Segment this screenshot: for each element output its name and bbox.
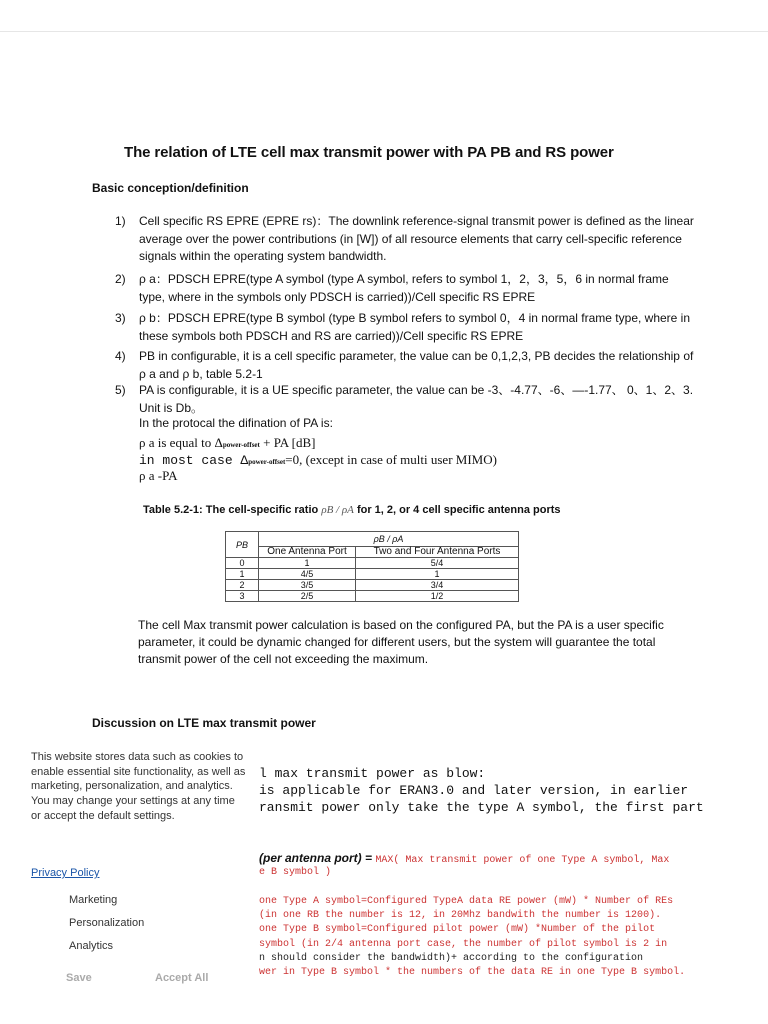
table-cell: 2/5 [259,591,356,602]
list-number: 2) [115,272,126,286]
table-row [226,569,519,580]
pa-equation-2-text: in most case Δ [139,453,249,468]
table-cell: 3/4 [356,580,519,591]
red-text-line: n should consider the bandwidth)+ according to the configuration [259,953,644,964]
save-button[interactable]: Save [66,972,92,984]
lower-text-line: ransmit power only take the type A symbol, the first part [259,800,704,815]
table-cell: 3 [226,591,259,602]
table-cell: 2 [226,580,259,591]
document-title: The relation of LTE cell max transmit power with PA PB and RS power [124,144,614,161]
table-group-header: ρB / ρA [259,532,519,547]
red-text-line: wer in Type B symbol * the numbers of the data RE in one Type B symbol. [259,967,686,978]
table-cell: 1 [259,558,356,569]
table-cell: 3/5 [259,580,356,591]
table-caption-ratio: ρB / ρA [321,504,354,516]
table-row [226,558,519,569]
formula-label: (per antenna port) = [259,851,376,865]
lower-text-line: is applicable for ERAN3.0 and later version, in earlier [259,783,689,798]
formula-line-2: e B symbol ) [259,867,332,878]
section-heading-discussion: Discussion on LTE max transmit power [92,716,316,730]
red-text-line: one Type B symbol=Configured pilot power (mW) *Number of the pilot [259,924,656,935]
pa-equation-1-tail: + PA [dB] [259,435,316,450]
privacy-policy-link[interactable]: Privacy Policy [31,867,100,879]
table-row [226,580,519,591]
cookie-banner [0,740,250,1024]
table-caption-text: Table 5.2-1: The cell-specific ratio [143,504,319,516]
table-header-col2: Two and Four Antenna Ports [356,547,519,558]
section-heading-basic: Basic conception/definition [92,181,249,195]
table-cell: 1/2 [356,591,519,602]
pa-equation-2-tail: =0, (except in case of multi user MIMO) [285,452,497,467]
lower-text-line: l max transmit power as blow: [259,766,486,781]
table-header-col1: One Antenna Port [259,547,356,558]
formula-max: MAX( Max transmit power of one Type A symbol, Max [375,855,670,866]
pa-equation-2-sub: power-offset [248,458,286,466]
table-caption [143,504,561,516]
pa-equation-2 [139,452,497,468]
pa-equation-1-sub: power-offset [222,441,260,449]
accept-all-button[interactable]: Accept All [155,972,209,984]
list-text: PB in configurable, it is a cell specific parameter, the value can be 0,1,2,3, PB decides the relationship of ρ a and ρ b, table 5.2-1 [139,349,694,381]
list-number: 4) [115,349,126,363]
red-text-line: symbol (in 2/4 antenna port case, the number of pilot symbol is 2 in [259,939,668,950]
table-cell: 0 [226,558,259,569]
max-formula [259,851,669,866]
list-number: 1) [115,214,126,228]
list-text: ρ a：PDSCH EPRE(type A symbol (type A symbol, refers to symbol 1，2，3，5，6 in normal frame type, where in the symbols only PDSCH is carried))/Cell specific RS EPRE [139,272,669,304]
table-cell: 1 [226,569,259,580]
list-text: ρ b：PDSCH EPRE(type B symbol (type B symbol refers to symbol 0，4 in normal frame type, where in these symbols both PDSCH and RS are carried))/Cell specific RS EPRE [139,311,691,343]
cookie-option-marketing[interactable]: Marketing [69,894,118,906]
table-cell: 5/4 [356,558,519,569]
table-cell: 4/5 [259,569,356,580]
pa-equation-3: ρ a -PA [139,468,178,483]
max-power-paragraph: The cell Max transmit power calculation is based on the configured PA, but the PA is a user specific parameter, it could be dynamic changed for different users, but the system will guarantee the total transmit power of the cell not exceeding the maximum. [138,618,664,666]
pa-equation-1-text: ρ a is equal to Δ [139,435,223,450]
list-number: 5) [115,383,126,397]
table-cell: 1 [356,569,519,580]
pa-equation-1 [139,435,316,451]
red-text-line: one Type A symbol=Configured TypeA data RE power (mW) * Number of REs [259,896,674,907]
table-corner: PB [226,532,259,558]
cookie-option-analytics[interactable]: Analytics [69,940,114,952]
table-row [226,591,519,602]
list-text: PA is configurable, it is a UE specific parameter, the value can be -3、-4.77、-6、—-1.77、 0、1、2、3. Unit is Db。 [139,383,694,415]
protocal-line: In the protocal the difination of PA is: [139,416,333,430]
list-number: 3) [115,311,126,325]
cookie-message: This website stores data such as cookies to enable essential site functionality, as well as marketing, personalization, and analytics. You may change your settings at any time or accept the default settings. [31,751,246,822]
red-text-line: (in one RB the number is 12, in 20Mhz bandwith the number is 1200). [259,910,662,921]
list-text: Cell specific RS EPRE (EPRE rs)：The downlink reference-signal transmit power is defined as the linear average over the power contributions (in [W]) of all resource elements that carry cell-specific reference signals within the operating system bandwidth. [139,214,694,263]
ratio-table [225,531,519,602]
cookie-option-personalization[interactable]: Personalization [69,917,145,929]
table-caption-tail: for 1, 2, or 4 cell specific antenna ports [356,504,561,516]
